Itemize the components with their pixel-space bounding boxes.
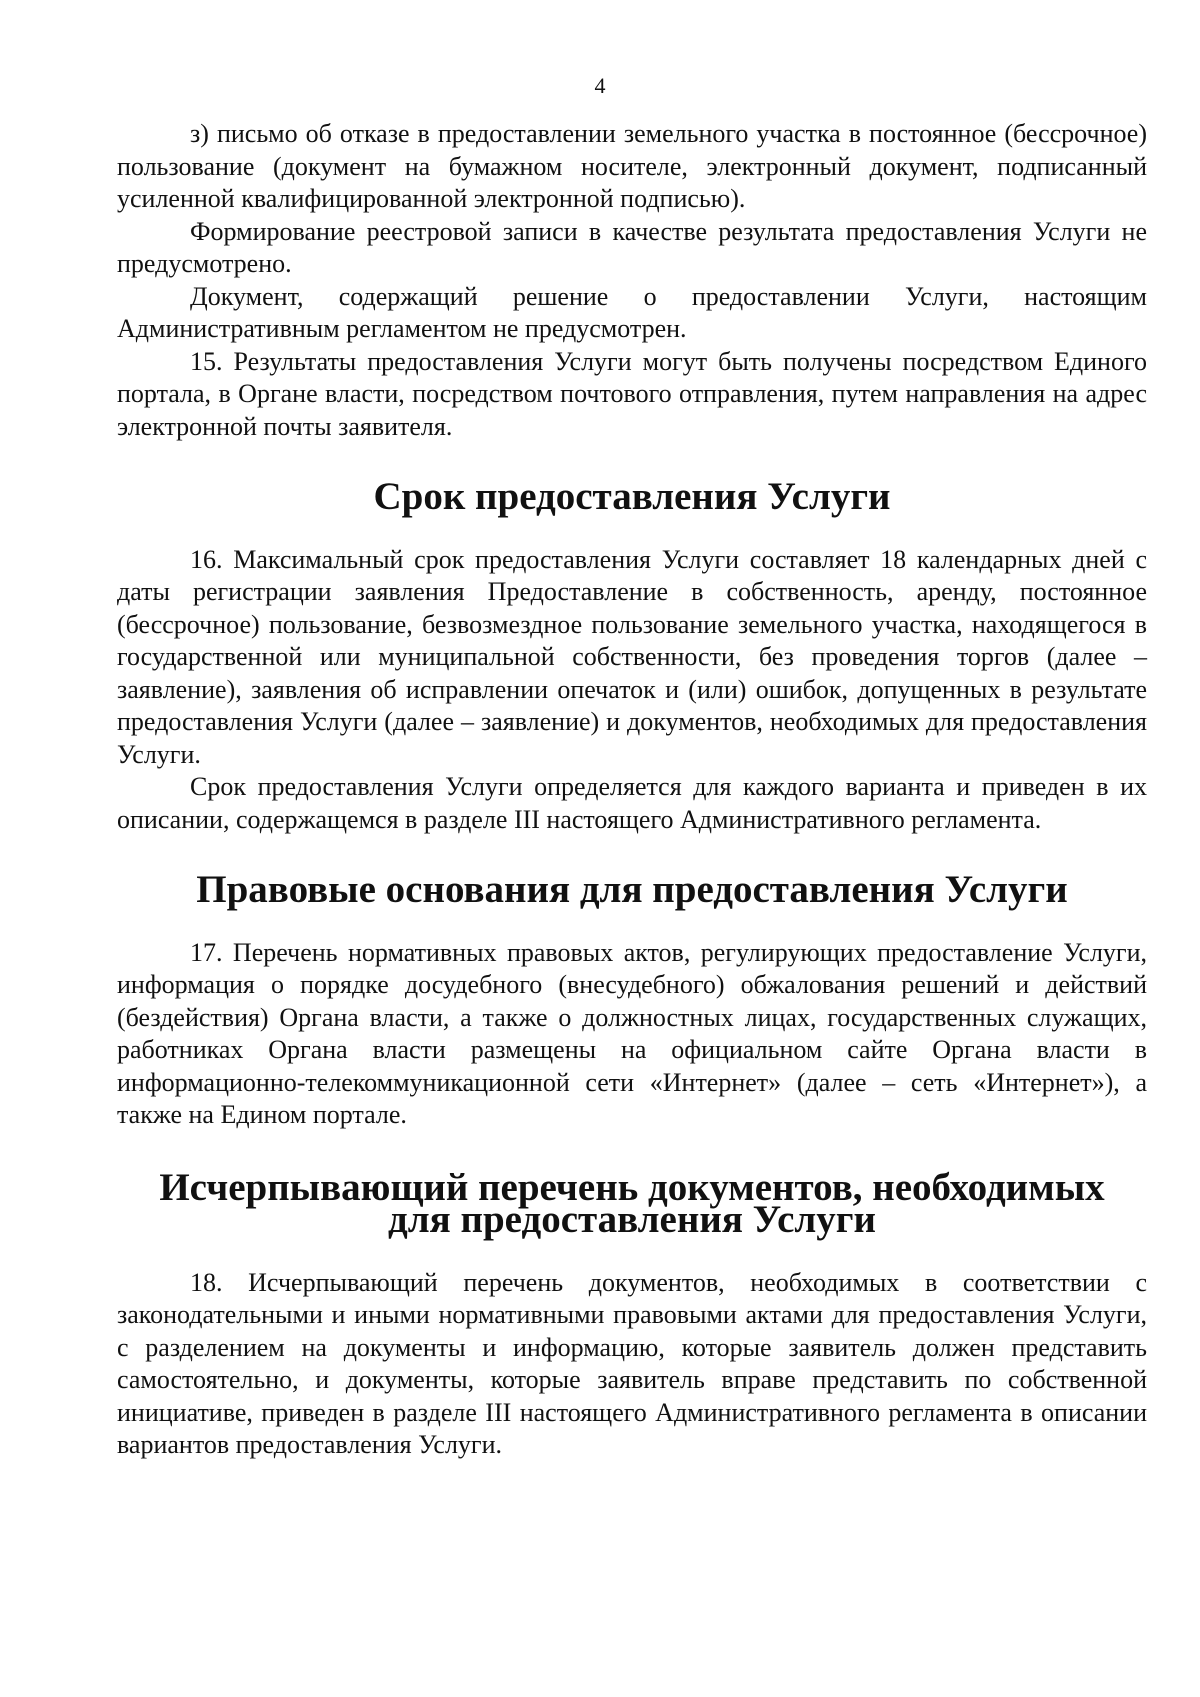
paragraph-18: 18. Исчерпывающий перечень документов, необходимых в соответствии с законодательными и иными нормативными правовыми актами для предоставления Услуги, с разделением на документы и информацию, которые заявитель должен представить самостоятельно, и документы, которые заявитель вправе представить по собственной инициативе, приведен в разделе III настоящего Административного регламента в описании вариантов предоставления Услуги. (117, 1267, 1147, 1459)
document-body (117, 118, 1147, 1462)
paragraph-decision-document: Документ, содержащий решение о предоставлении Услуги, настоящим Административным регламентом не предусмотрен. (117, 281, 1147, 343)
paragraph-17: 17. Перечень нормативных правовых актов, регулирующих предоставление Услуги, информация о порядке досудебного (внесудебного) обжалования решений и действий (бездействия) Органа власти, а также о должностных лицах, государственных служащих, работниках Органа власти размещены на официальном сайте Органа власти в информационно-телекоммуникационной сети «Интернет» (далее – сеть «Интернет»), а также на Едином портале. (117, 937, 1147, 1129)
paragraph-15: 15. Результаты предоставления Услуги могут быть получены посредством Единого портала, в Органе власти, посредством почтового отправления, путем направления на адрес электронной почты заявителя. (117, 346, 1147, 441)
section-heading-perechen: Исчерпывающий перечень документов, необходимых для предоставления Услуги (159, 1165, 1105, 1241)
paragraph-16: 16. Максимальный срок предоставления Услуги составляет 18 календарных дней с даты регистрации заявления Предоставление в собственность, аренду, постоянное (бессрочное) пользование, безвозмездное пользование земельного участка, находящегося в государственной или муниципальной собственности, без проведения торгов (далее – заявление), заявления об исправлении опечаток и (или) ошибок, допущенных в результате предоставления Услуги (далее – заявление) и документов, необходимых для предоставления Услуги. (117, 544, 1147, 769)
paragraph-registry-record: Формирование реестровой записи в качестве результата предоставления Услуги не предусмотрено. (117, 216, 1147, 278)
section-heading-srok: Срок предоставления Услуги (373, 475, 891, 518)
section-heading-pravo: Правовые основания для предоставления Услуги (196, 868, 1068, 911)
page-number: 4 (594, 73, 606, 98)
paragraph-refusal-letter: з) письмо об отказе в предоставлении земельного участка в постоянное (бессрочное) пользование (документ на бумажном носителе, электронный документ, подписанный усиленной квалифицированной электронной подписью). (117, 119, 1147, 213)
paragraph-srok-variant: Срок предоставления Услуги определяется для каждого варианта и приведен в их описании, содержащемся в разделе III настоящего Административного регламента. (117, 772, 1147, 834)
